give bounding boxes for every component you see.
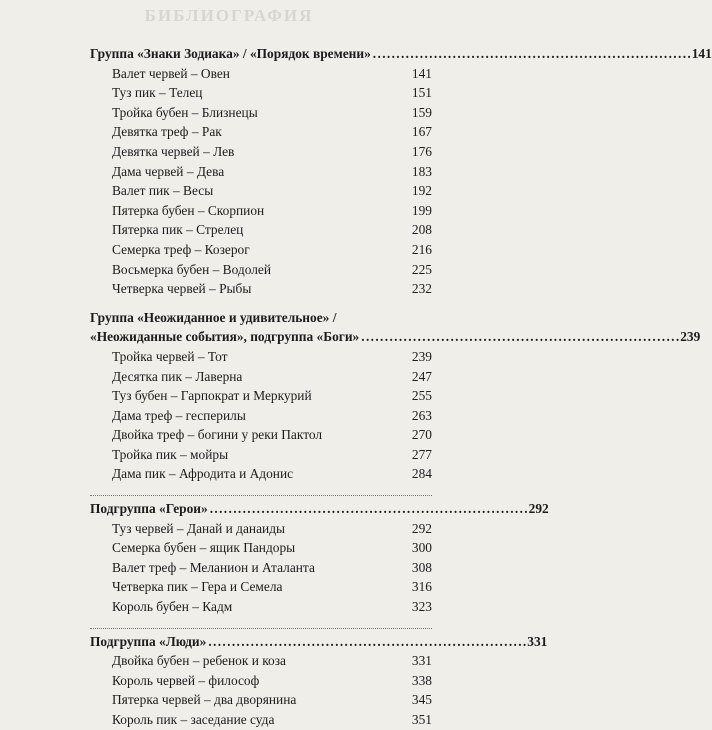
toc-entry[interactable]: [90, 122, 432, 142]
toc-entry[interactable]: [90, 142, 432, 162]
toc-entry[interactable]: [90, 558, 432, 578]
entry-title: Тройка бубен – Близнецы: [112, 104, 258, 120]
entry-title: Туз бубен – Гарпократ и Меркурий: [112, 388, 312, 404]
page-number: 323: [411, 599, 432, 615]
entry-title: Валет пик – Весы: [112, 183, 214, 199]
entry-title: Группа «Знаки Зодиака» / «Порядок времени»: [90, 46, 371, 61]
toc-entry[interactable]: [90, 64, 432, 84]
toc-entry[interactable]: [90, 406, 432, 426]
entry-title: Туз червей – Данай и данаиды: [112, 520, 286, 536]
toc-entry[interactable]: [90, 445, 432, 465]
entry-title: Четверка пик – Гера и Семела: [112, 579, 283, 595]
toc-entry[interactable]: [90, 464, 432, 484]
entry-title: Король червей – философ: [112, 672, 260, 688]
table-of-contents: [90, 44, 712, 730]
entry-title: Пятерка бубен – Скорпион: [112, 202, 265, 218]
toc-entry[interactable]: [90, 425, 432, 445]
bleed-through-header: БИБЛИОГРАФИЯ: [144, 6, 314, 25]
page-number: 247: [411, 368, 432, 384]
page-number: 183: [411, 163, 432, 179]
toc-entry[interactable]: [90, 367, 432, 387]
page-number: 277: [411, 446, 432, 462]
toc-entry[interactable]: [90, 651, 432, 671]
dot-leader: [208, 632, 525, 652]
entry-title: Восьмерка бубен – Водолей: [112, 261, 272, 277]
page-number: 331: [411, 653, 432, 669]
section-heading[interactable]: [90, 499, 549, 519]
page-number: 239: [680, 329, 701, 345]
page-number: 141: [411, 65, 432, 81]
toc-entry[interactable]: [90, 201, 432, 221]
entry-title: Валет червей – Овен: [112, 65, 230, 81]
entry-title: Дама червей – Дева: [112, 163, 225, 179]
toc-entry[interactable]: [90, 83, 432, 103]
page-number: 351: [411, 712, 432, 727]
entry-title: Король бубен – Кадм: [112, 599, 233, 615]
entry-title: Дама пик – Афродита и Адонис: [112, 466, 294, 482]
page-number: 239: [411, 348, 432, 364]
toc-entry[interactable]: [90, 240, 432, 260]
page-number: 216: [411, 241, 432, 257]
entry-title: Четверка червей – Рыбы: [112, 281, 252, 297]
entry-title: Подгруппа «Герои»: [90, 501, 208, 517]
entry-title: Двойка бубен – ребенок и коза: [112, 653, 286, 669]
toc-entry[interactable]: [90, 519, 432, 539]
toc-entry[interactable]: [90, 710, 432, 730]
toc-entry[interactable]: [90, 181, 432, 201]
page-number: 141: [691, 46, 712, 61]
toc-entry[interactable]: [90, 260, 432, 280]
page-number: 232: [411, 281, 432, 297]
page-number: 284: [411, 466, 432, 482]
entry-title: Десятка пик – Лаверна: [112, 368, 243, 384]
page-number: 345: [411, 692, 432, 708]
entry-title: Валет треф – Меланион и Аталанта: [112, 559, 315, 575]
page-number: 292: [528, 501, 549, 517]
page-number: 316: [411, 579, 432, 595]
section-heading[interactable]: [90, 44, 712, 64]
entry-title: Подгруппа «Люди»: [90, 633, 207, 649]
section-heading[interactable]: [90, 327, 701, 347]
toc-entry[interactable]: [90, 347, 432, 367]
entry-title: Пятерка червей – два дворянина: [112, 692, 297, 708]
toc-entry[interactable]: [90, 162, 432, 182]
section-gap: [90, 484, 432, 493]
page-number: 263: [411, 407, 432, 423]
entry-title: Девятка червей – Лев: [112, 143, 235, 159]
page-number: 225: [411, 261, 432, 277]
toc-entry[interactable]: [90, 538, 432, 558]
page-number: 208: [411, 222, 432, 238]
page-number: 167: [411, 124, 432, 140]
page-number: 331: [527, 633, 548, 649]
section-gap: [90, 299, 432, 308]
entry-title: Семерка бубен – ящик Пандоры: [112, 540, 296, 556]
entry-title: Король пик – заседание суда: [112, 712, 275, 727]
toc-entry[interactable]: [90, 690, 432, 710]
page-number: 308: [411, 559, 432, 575]
dot-leader: [361, 327, 678, 347]
entry-title: «Неожиданные события», подгруппа «Боги»: [90, 329, 360, 345]
toc-entry[interactable]: [90, 103, 432, 123]
page-number: 192: [411, 183, 432, 199]
entry-title: Пятерка пик – Стрелец: [112, 222, 244, 238]
toc-entry[interactable]: [90, 577, 432, 597]
entry-title: Девятка треф – Рак: [112, 124, 222, 140]
toc-entry[interactable]: [90, 220, 432, 240]
section-gap: [90, 617, 432, 626]
toc-entry[interactable]: [90, 597, 432, 617]
page-number: 159: [411, 104, 432, 120]
section-divider: [90, 628, 432, 629]
entry-title: Туз пик – Телец: [112, 85, 203, 101]
page-number: 300: [411, 540, 432, 556]
page-number: 176: [411, 143, 432, 159]
section-divider: [90, 495, 432, 496]
toc-entry[interactable]: [90, 671, 432, 691]
entry-title: Группа «Неожиданное и удивительное» /: [90, 309, 337, 325]
toc-entry[interactable]: [90, 279, 432, 299]
page-number: 199: [411, 202, 432, 218]
entry-title: Семерка треф – Козерог: [112, 241, 250, 257]
page-number: 270: [411, 427, 432, 443]
page-number: 255: [411, 388, 432, 404]
toc-entry[interactable]: [90, 386, 432, 406]
section-heading[interactable]: [90, 308, 432, 328]
entry-title: Двойка треф – богини у реки Пактол: [112, 427, 323, 443]
page-number: 292: [411, 520, 432, 536]
entry-title: Дама треф – гесперилы: [112, 407, 246, 423]
dot-leader: [210, 499, 527, 519]
page-number: 338: [411, 672, 432, 688]
entry-title: Тройка пик – мойры: [112, 446, 229, 462]
dot-leader: [373, 44, 690, 64]
section-heading[interactable]: [90, 632, 548, 652]
entry-title: Тройка червей – Тот: [112, 348, 228, 364]
page-number: 151: [411, 85, 432, 101]
